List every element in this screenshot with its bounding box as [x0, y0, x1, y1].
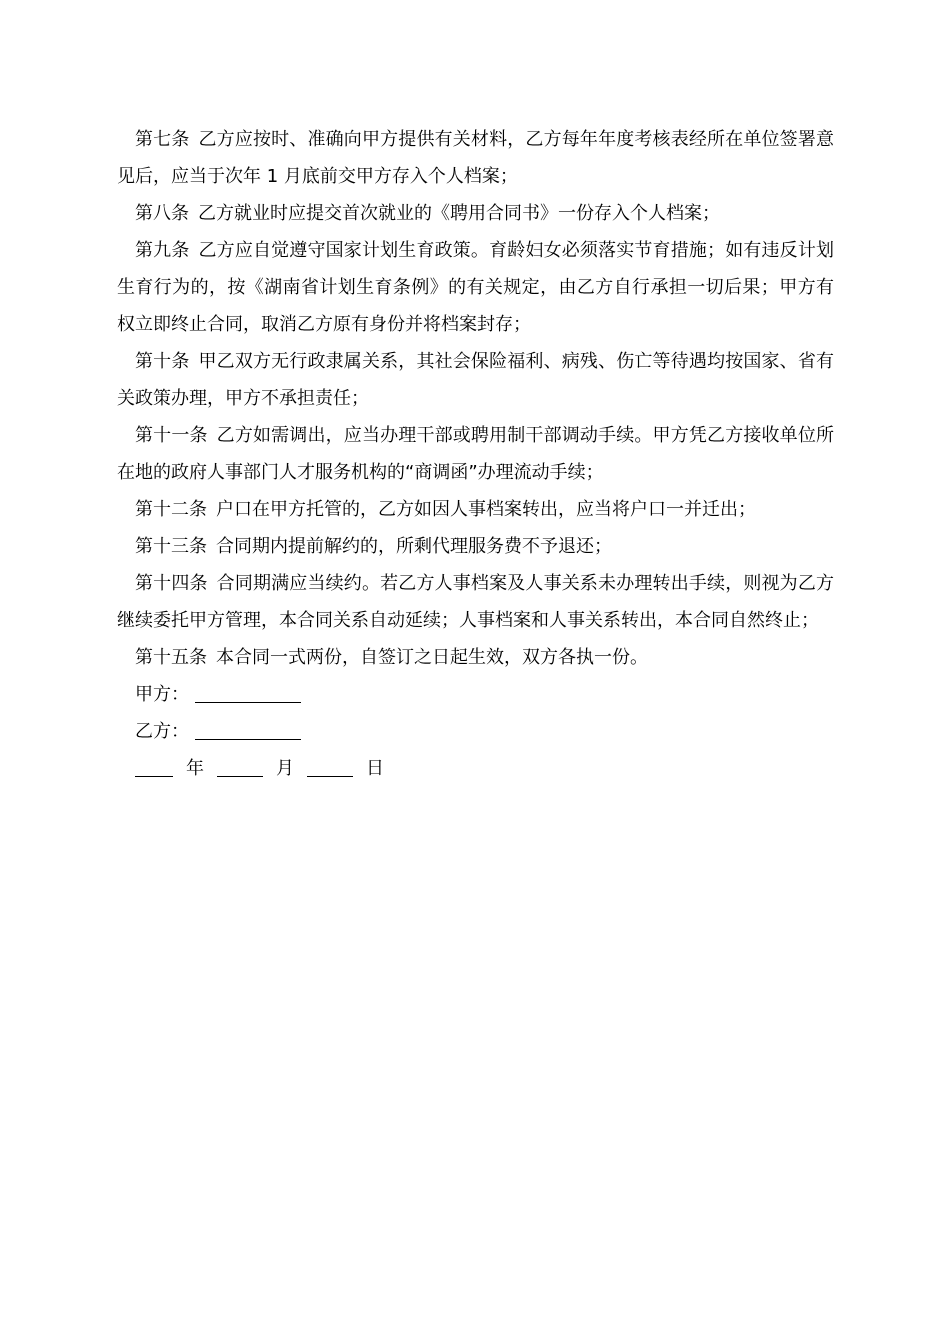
- article-13: [117, 528, 834, 565]
- article-text: 甲乙双方无行政隶属关系，其社会保险福利、病残、伤亡等待遇均按国家、省有关政策办理，甲方不承担责任；: [117, 351, 835, 409]
- article-15: [117, 639, 834, 676]
- article-number: 第八条: [135, 203, 189, 224]
- party-a-signature-line: [117, 676, 834, 713]
- article-number: 第十五条: [135, 647, 207, 668]
- article-number: 第九条: [135, 240, 190, 261]
- article-text: 本合同一式两份，自签订之日起生效，双方各执一份。: [216, 647, 648, 668]
- article-text: 乙方应按时、准确向甲方提供有关材料，乙方每年年度考核表经所在单位签署意见后，应当于次年 1 月底前交甲方存入个人档案；: [117, 129, 835, 187]
- article-text: 合同期内提前解约的，所剩代理服务费不予退还；: [216, 536, 612, 557]
- article-text: 乙方就业时应提交首次就业的《聘用合同书》一份存入个人档案；: [198, 203, 720, 224]
- article-number: 第十一条: [135, 425, 208, 446]
- day-label: 日: [366, 758, 384, 779]
- article-text: 合同期满应当续约。若乙方人事档案及人事关系未办理转出手续，则视为乙方继续委托甲方管理，本合同关系自动延续；人事档案和人事关系转出，本合同自然终止；: [117, 573, 835, 631]
- article-text: 乙方应自觉遵守国家计划生育政策。育龄妇女必须落实节育措施；如有违反计划生育行为的，按《湖南省计划生育条例》的有关规定，由乙方自行承担一切后果；甲方有权立即终止合同，取消乙方原有身份并将档案封存；: [117, 240, 835, 335]
- party-b-label: 乙方：: [135, 721, 189, 742]
- month-label: 月: [276, 758, 294, 779]
- year-blank[interactable]: [135, 756, 173, 777]
- article-14: [117, 565, 834, 639]
- article-number: 第七条: [135, 129, 190, 150]
- party-a-signature-blank[interactable]: [195, 682, 301, 703]
- party-b-signature-line: [117, 713, 834, 750]
- article-8: [117, 195, 834, 232]
- party-a-label: 甲方：: [135, 684, 189, 705]
- month-blank[interactable]: [217, 756, 263, 777]
- article-number: 第十条: [135, 351, 190, 372]
- article-text: 户口在甲方托管的，乙方如因人事档案转出，应当将户口一并迁出；: [216, 499, 756, 520]
- year-label: 年: [186, 758, 204, 779]
- article-text: 乙方如需调出，应当办理干部或聘用制干部调动手续。甲方凭乙方接收单位所在地的政府人事部门人才服务机构的“商调函”办理流动手续；: [117, 425, 835, 483]
- contract-page: [117, 121, 834, 787]
- article-number: 第十三条: [135, 536, 207, 557]
- article-12: [117, 491, 834, 528]
- article-number: 第十四条: [135, 573, 208, 594]
- date-line: [117, 750, 834, 787]
- day-blank[interactable]: [307, 756, 353, 777]
- party-b-signature-blank[interactable]: [195, 719, 301, 740]
- article-11: [117, 417, 834, 491]
- article-9: [117, 232, 834, 343]
- article-number: 第十二条: [135, 499, 207, 520]
- article-10: [117, 343, 834, 417]
- article-7: [117, 121, 834, 195]
